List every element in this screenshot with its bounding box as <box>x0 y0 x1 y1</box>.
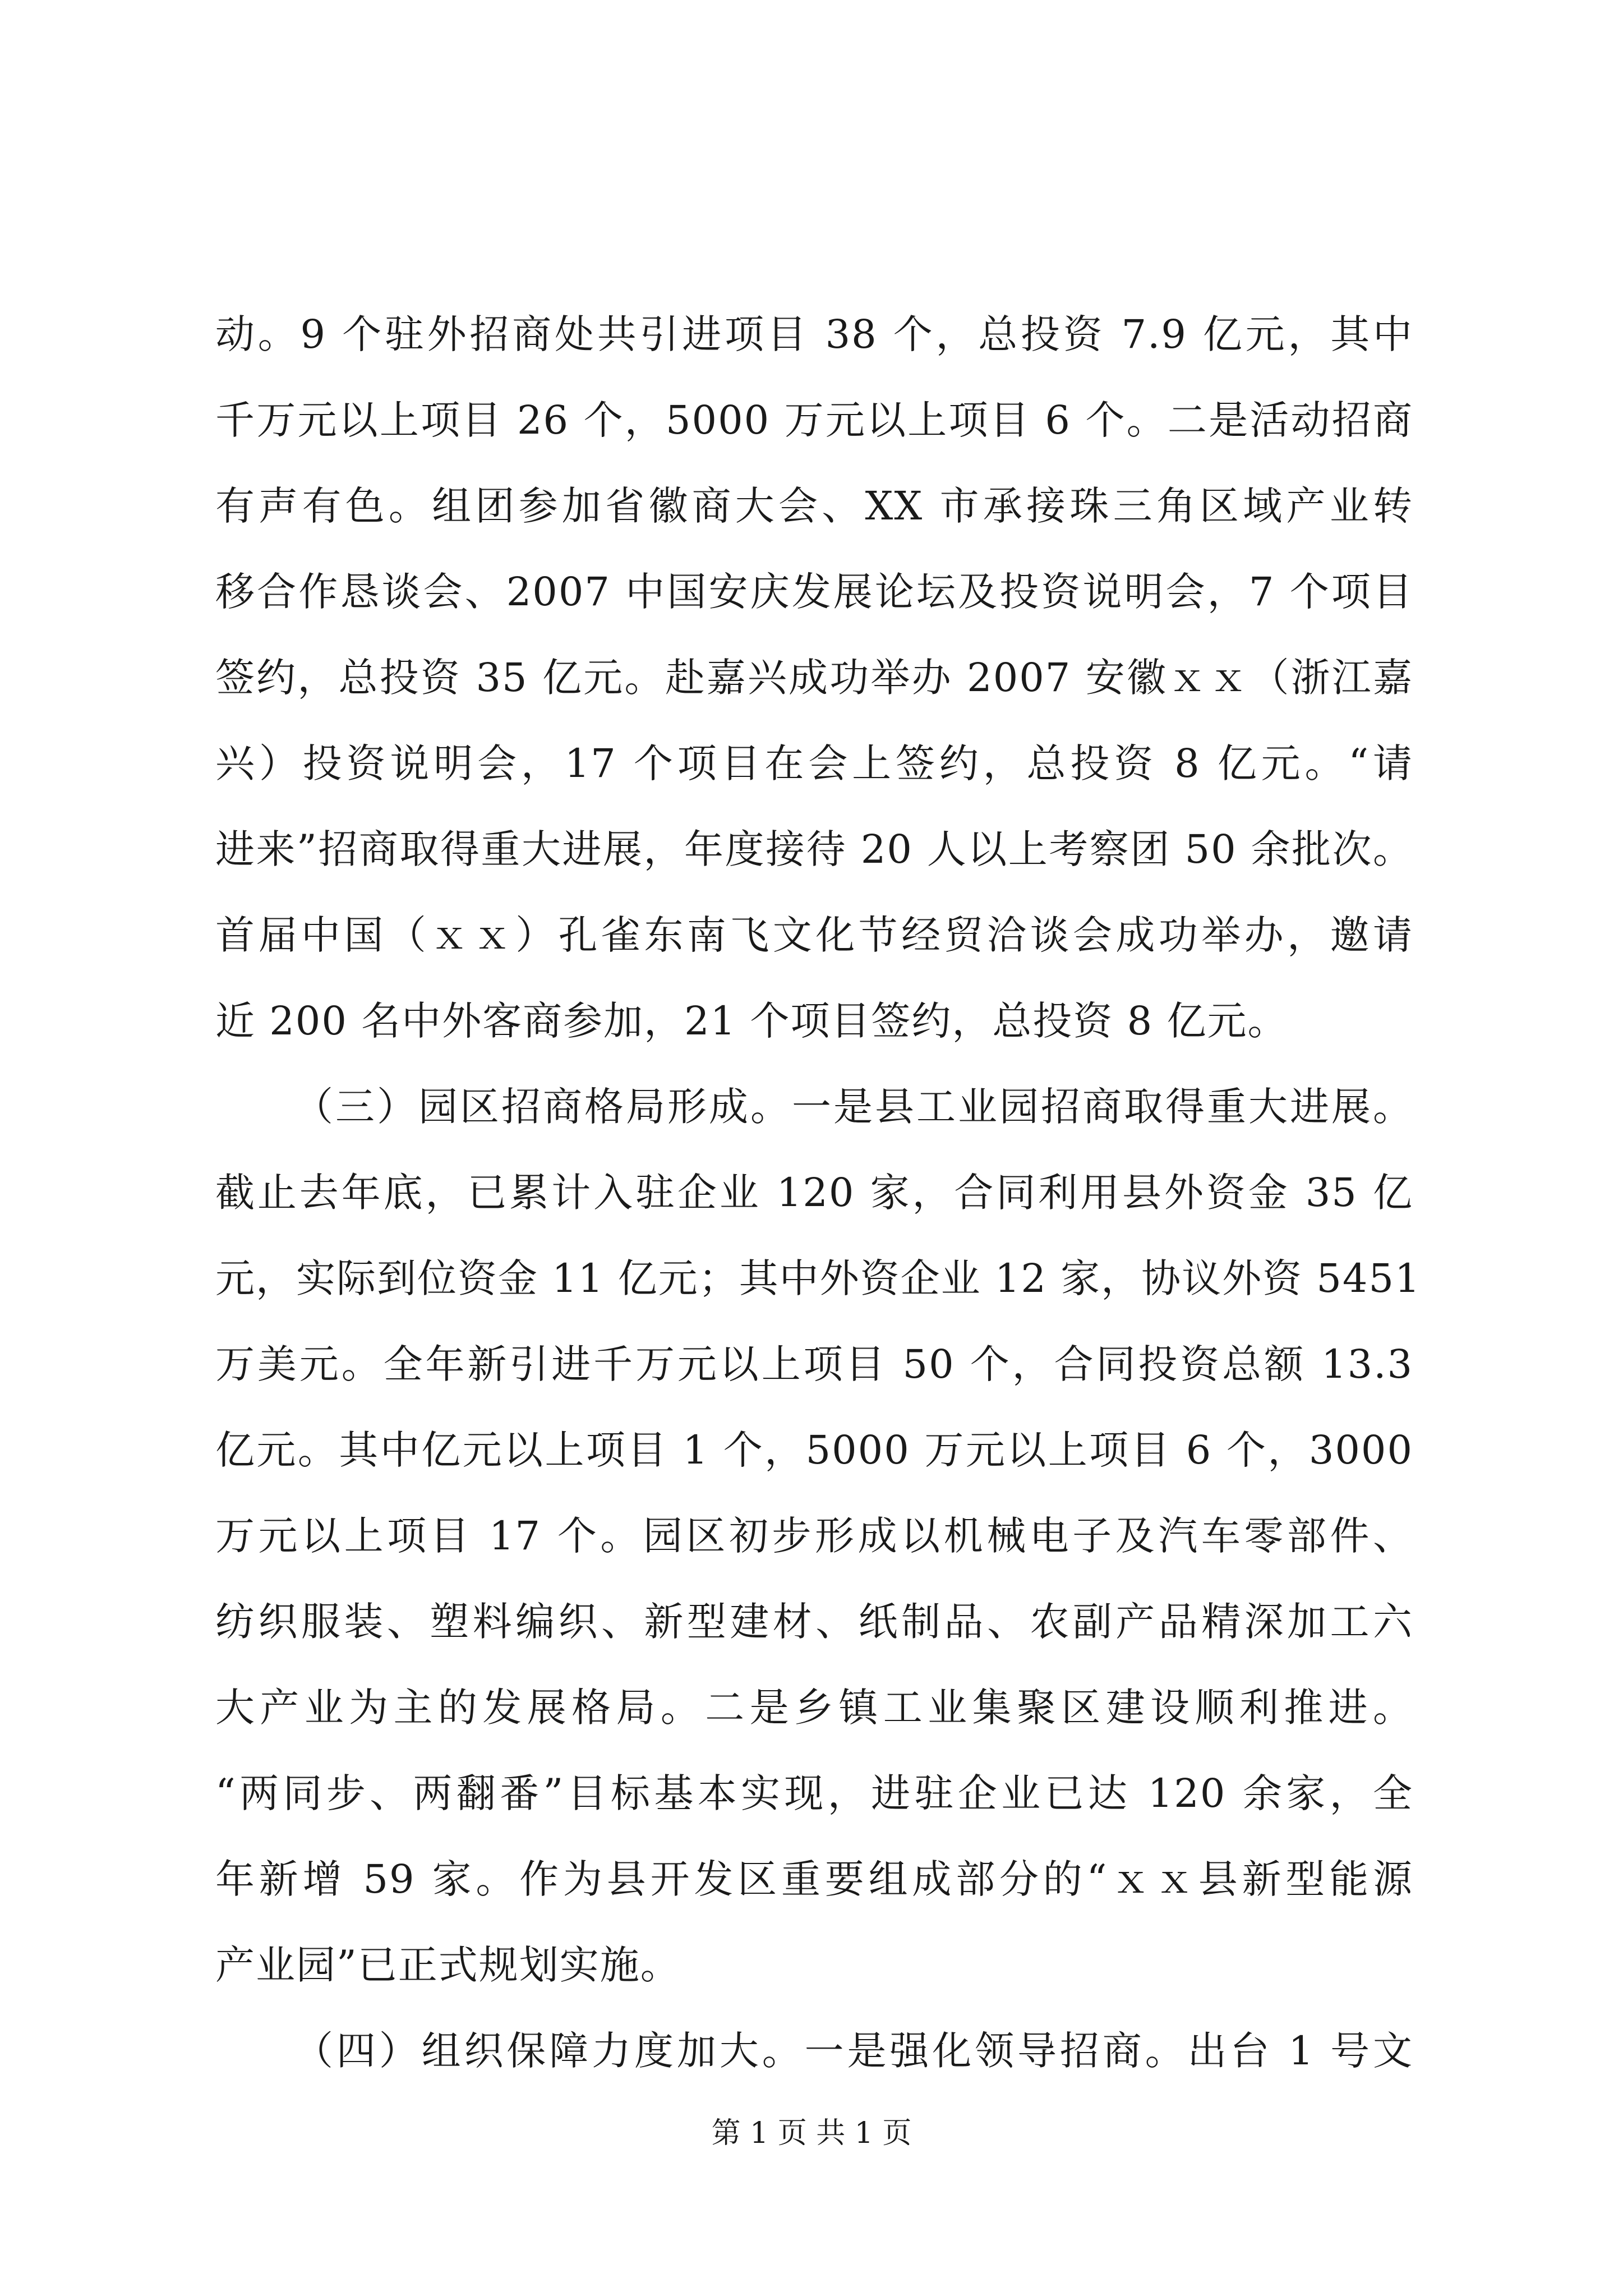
text-line: “两同步、两翻番”目标基本实现，进驻企业已达 120 余家，全 <box>215 1770 1413 1816</box>
text-line: 首届中国（ｘｘ）孔雀东南飞文化节经贸洽谈会成功举办，邀请 <box>215 912 1413 958</box>
page-footer: 第 1 页 共 1 页 <box>711 2116 912 2150</box>
text-line: 万元以上项目 17 个。园区初步形成以机械电子及汽车零部件、 <box>215 1513 1413 1559</box>
text-line: 有声有色。组团参加省徽商大会、XX 市承接珠三角区域产业转 <box>215 483 1413 529</box>
text-line: 元，实际到位资金 11 亿元；其中外资企业 12 家，协议外资 5451 <box>215 1255 1421 1301</box>
text-line: 兴）投资说明会，17 个项目在会上签约，总投资 8 亿元。“请 <box>215 740 1413 786</box>
text-line: 年新增 59 家。作为县开发区重要组成部分的“ｘｘ县新型能源 <box>215 1856 1413 1902</box>
section-heading-line: （三）园区招商格局形成。一是县工业园招商取得重大进展。 <box>294 1084 1413 1130</box>
text-line: 截止去年底，已累计入驻企业 120 家，合同利用县外资金 35 亿 <box>215 1170 1413 1216</box>
text-line: 产业园”已正式规划实施。 <box>215 1942 681 1988</box>
section-heading-line: （四）组织保障力度加大。一是强化领导招商。出台 1 号文 <box>294 2028 1413 2074</box>
text-line: 签约，总投资 35 亿元。赴嘉兴成功举办 2007 安徽ｘｘ（浙江嘉 <box>215 655 1413 701</box>
text-line: 亿元。其中亿元以上项目 1 个，5000 万元以上项目 6 个，3000 <box>215 1427 1413 1473</box>
text-line: 移合作恳谈会、2007 中国安庆发展论坛及投资说明会，7 个项目 <box>215 569 1413 615</box>
text-line: 进来”招商取得重大进展，年度接待 20 人以上考察团 50 余批次。 <box>215 826 1413 872</box>
text-line: 千万元以上项目 26 个，5000 万元以上项目 6 个。二是活动招商 <box>215 397 1413 443</box>
text-line: 近 200 名中外客商参加，21 个项目签约，总投资 8 亿元。 <box>215 998 1288 1044</box>
text-line: 万美元。全年新引进千万元以上项目 50 个，合同投资总额 13.3 <box>215 1341 1413 1387</box>
text-line: 纺织服装、塑料编织、新型建材、纸制品、农副产品精深加工六 <box>215 1599 1413 1645</box>
text-line: 动。9 个驻外招商处共引进项目 38 个，总投资 7.9 亿元，其中 <box>215 311 1413 357</box>
text-line: 大产业为主的发展格局。二是乡镇工业集聚区建设顺利推进。 <box>215 1685 1413 1731</box>
document-body <box>215 292 1421 2094</box>
